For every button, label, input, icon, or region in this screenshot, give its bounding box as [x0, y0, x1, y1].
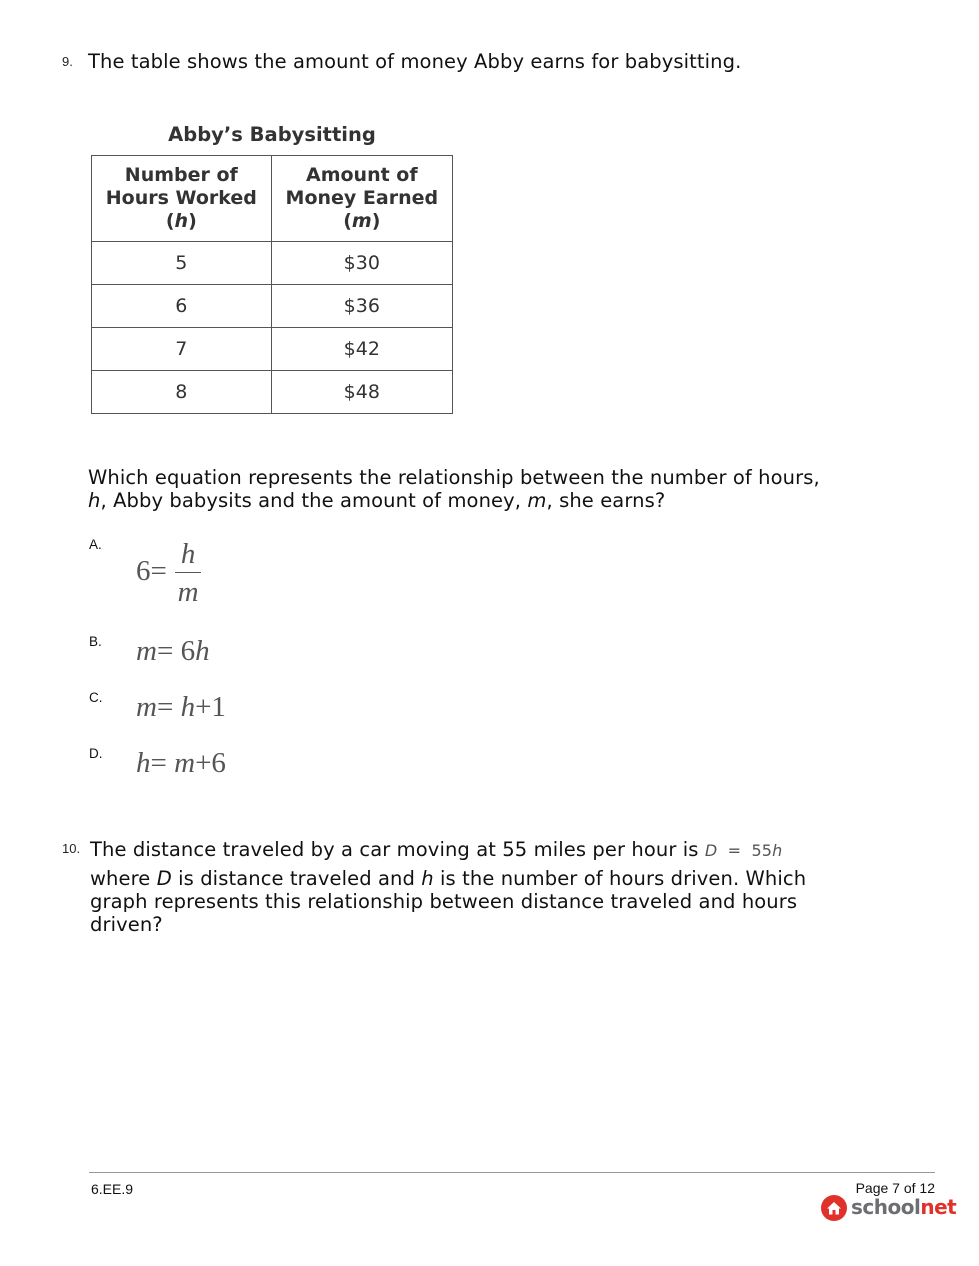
- choice-b-equation[interactable]: m= 6h: [136, 635, 210, 667]
- choice-c-equation[interactable]: m= h+1: [136, 691, 226, 723]
- question-9-prompt: Which equation represents the relationship between the number of hours, h, Abby babysits and the amount of money, m, she earns?: [88, 466, 820, 512]
- fraction: $\frac{h}{m}$: [175, 536, 202, 611]
- choice-a-letter[interactable]: A.: [89, 537, 102, 552]
- cell-money: $36: [271, 285, 452, 328]
- standard-code: 6.EE.9: [91, 1181, 134, 1197]
- cell-hours: 6: [92, 285, 272, 328]
- cell-hours: 5: [92, 242, 272, 285]
- schoolnet-logo: [821, 1195, 847, 1225]
- table-row: [92, 328, 453, 371]
- cell-hours: 7: [92, 328, 272, 371]
- question-10-number: 10.: [62, 841, 81, 856]
- table-caption: Abby’s Babysitting: [168, 123, 376, 146]
- cell-money: $42: [271, 328, 452, 371]
- house-icon: [821, 1195, 847, 1221]
- table-row: [92, 285, 453, 328]
- choice-a-equation[interactable]: 6= $\frac{h}{m}$: [136, 536, 201, 611]
- question-9-stem: The table shows the amount of money Abby earns for babysitting.: [88, 50, 742, 73]
- header-money: Amount of Money Earned (m): [271, 156, 452, 242]
- choice-d-equation[interactable]: h= m+6: [136, 747, 226, 779]
- cell-money: $48: [271, 371, 452, 414]
- footer-divider: [89, 1172, 935, 1173]
- choice-d-letter[interactable]: D.: [89, 746, 103, 761]
- question-9-number: 9.: [62, 54, 73, 69]
- question-10-stem: The distance traveled by a car moving at 55 miles per hour is D = 55h: [90, 838, 783, 861]
- choice-b-letter[interactable]: B.: [89, 634, 102, 649]
- cell-hours: 8: [92, 371, 272, 414]
- table-row: [92, 242, 453, 285]
- question-10-body: where D is distance traveled and h is the number of hours driven. Which graph represents this relationship between distance traveled and hours driven?: [90, 867, 807, 936]
- table-row: [92, 371, 453, 414]
- choice-c-letter[interactable]: C.: [89, 690, 103, 705]
- babysitting-table: [91, 155, 453, 414]
- page-number: Page 7 of 12: [855, 1180, 935, 1196]
- inline-equation: D = 55h: [704, 841, 783, 860]
- cell-money: $30: [271, 242, 452, 285]
- header-hours: Number of Hours Worked (h): [92, 156, 272, 242]
- schoolnet-wordmark: schoolnet: [851, 1195, 957, 1219]
